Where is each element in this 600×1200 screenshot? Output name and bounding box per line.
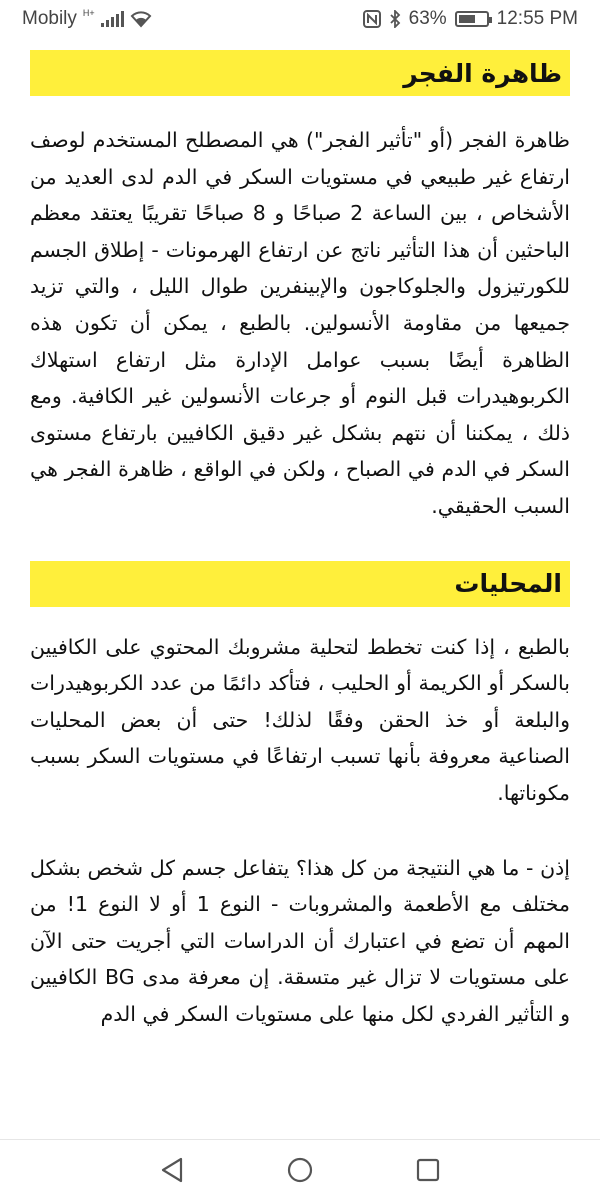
back-button[interactable] (156, 1154, 188, 1186)
signal-icon (101, 11, 124, 27)
paragraph-conclusion: إذن - ما هي النتيجة من كل هذا؟ يتفاعل جسم كل شخص بشكل مختلف مع الأطعمة والمشروبات - النوع 1 أو لا النوع 1! من المهم أن تضع في اعتبارك أن الدراسات التي أجريت حتى الآن على مستويات لا تزال غير متسقة. إن معرفة مدى BG الكافيين و التأثير الفردي لكل منها على مستويات السكر في الدم (30, 855, 570, 1026)
battery-icon (455, 11, 489, 27)
network-type: H+ (82, 8, 95, 18)
paragraph-sweeteners: بالطبع ، إذا كنت تخطط لتحلية مشروبك المحتوي على الكافيين بالسكر أو الكريمة أو الحليب ، فتأكد دائمًا من عدد الكربوهيدرات والبلعة أو خذ الحقن وفقًا لذلك! حتى أن بعض المحليات الصناعية معروفة بأنها تسبب ارتفاعًا في مستويات السكر بسبب مكوناتها. (30, 634, 570, 805)
home-icon (286, 1156, 314, 1184)
back-icon (159, 1156, 185, 1184)
recents-button[interactable] (412, 1154, 444, 1186)
status-left (22, 8, 152, 30)
paragraph-dawn-phenomenon: ظاهرة الفجر (أو "تأثير الفجر") هي المصطلح المستخدم لوصف ارتفاع غير طبيعي في مستويات السكر في الدم لدى العديد من الأشخاص ، بين الساعة 2 صباحًا و 8 صباحًا تقريبًا يعتقد معظم الباحثين أن هذا التأثير ناتج عن ارتفاع الهرمونات - إطلاق الجسم للكورتيزول والجلوكاجون والإبينفرين طوال الليل ، والتي تزيد جميعها من مقاومة الأنسولين. بالطبع ، يمكن أن تكون هذه الظاهرة أيضًا بسبب عوامل الإدارة مثل ارتفاع استهلاك الكربوهيدرات قبل النوم أو جرعات الأنسولين غير الكافية. ومع ذلك ، يمكننا أن نتهم بشكل غير دقيق الكافيين بارتفاع مستوى السكر في الدم في الصباح ، ولكن في الواقع ، ظاهرة الفجر هي السبب الحقيقي. (30, 128, 570, 518)
section-heading-dawn-phenomenon: ظاهرة الفجر (30, 50, 570, 96)
status-right (363, 8, 578, 30)
battery-fill (459, 15, 475, 23)
article-content[interactable] (0, 40, 600, 1140)
navigation-bar (0, 1139, 600, 1200)
nfc-icon (363, 10, 381, 28)
recents-icon (415, 1157, 441, 1183)
section-heading-sweeteners: المحليات (30, 561, 570, 607)
battery-percent: 63% (408, 8, 447, 29)
wifi-icon (130, 10, 152, 28)
status-bar (0, 0, 600, 40)
bluetooth-icon (389, 10, 401, 28)
home-button[interactable] (284, 1154, 316, 1186)
clock: 12:55 PM (496, 8, 578, 29)
carrier-name: Mobily (22, 8, 77, 29)
